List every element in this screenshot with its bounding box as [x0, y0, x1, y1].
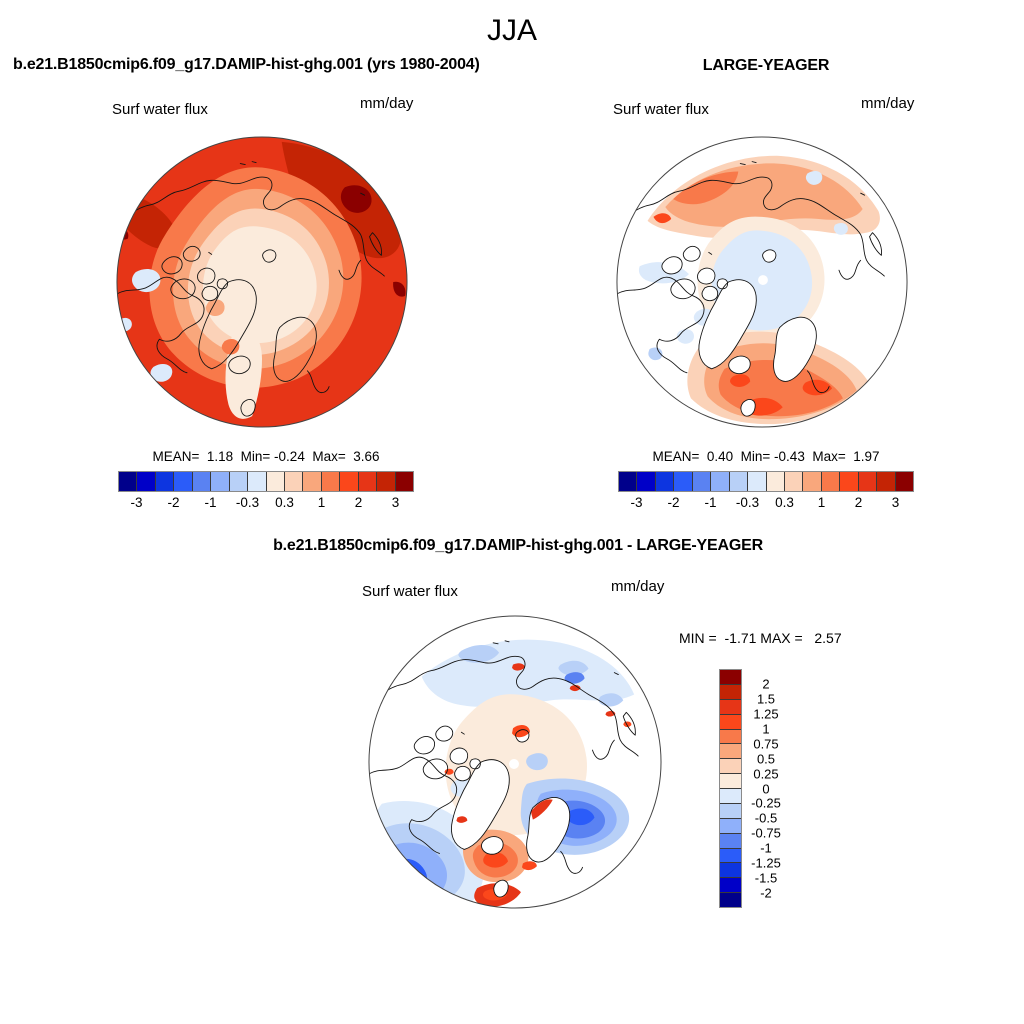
colorbar-cell	[230, 472, 248, 491]
colorbar-cell	[767, 472, 785, 491]
tick-label: -2	[667, 495, 680, 510]
colorbar-cell	[720, 893, 741, 907]
colorbar-cell	[720, 670, 741, 685]
tick-label: -1	[204, 495, 217, 510]
tick-label: 2	[762, 676, 770, 692]
tick-label: -1	[704, 495, 717, 510]
tick-label: 0.25	[753, 766, 779, 782]
obs-map	[614, 134, 910, 430]
colorbar-cell	[877, 472, 895, 491]
colorbar-cell	[137, 472, 155, 491]
diff-units-label: mm/day	[611, 578, 665, 595]
diff-field-label: Surf water flux	[362, 583, 458, 600]
obs-colorbar-ticks	[618, 495, 914, 511]
obs-stats: MEAN= 0.40 Min= -0.43 Max= 1.97	[652, 449, 880, 464]
tick-label: -0.3	[735, 495, 760, 510]
tick-label: -0.25	[751, 795, 781, 811]
tick-label: 0	[762, 781, 770, 796]
colorbar-cell	[822, 472, 840, 491]
tick-label: 0.3	[275, 495, 294, 510]
model-units-label: mm/day	[360, 95, 414, 112]
colorbar-cell	[359, 472, 377, 491]
colorbar-cell	[720, 819, 741, 834]
colorbar-cell	[720, 834, 741, 849]
colorbar-cell	[656, 472, 674, 491]
tick-label: -0.75	[751, 825, 781, 841]
colorbar-cell	[193, 472, 211, 491]
panel-model-header: b.e21.B1850cmip6.f09_g17.DAMIP-hist-ghg.001 (yrs 1980-2004)	[13, 56, 480, 73]
colorbar-cell	[720, 774, 741, 789]
colorbar-cell	[720, 700, 741, 715]
tick-label: 0.75	[753, 736, 779, 752]
tick-label: -1	[760, 840, 772, 856]
colorbar-cell	[859, 472, 877, 491]
diff-map	[366, 613, 664, 911]
colorbar-cell	[285, 472, 303, 491]
tick-label: 1.5	[756, 691, 776, 707]
colorbar-cell	[156, 472, 174, 491]
tick-label: -3	[630, 495, 643, 510]
model-map	[114, 134, 410, 430]
colorbar-cell	[720, 789, 741, 804]
colorbar-cell	[211, 472, 229, 491]
colorbar-cell	[896, 472, 913, 491]
colorbar-cell	[720, 715, 741, 730]
tick-label: 1	[317, 495, 326, 510]
colorbar-cell	[720, 744, 741, 759]
colorbar-cell	[174, 472, 192, 491]
colorbar-cell	[674, 472, 692, 491]
diff-stats: MIN = -1.71 MAX = 2.57	[679, 630, 842, 646]
colorbar-cell	[720, 759, 741, 774]
tick-label: -2	[167, 495, 180, 510]
tick-label: 0.3	[775, 495, 794, 510]
obs-field-label: Surf water flux	[613, 101, 709, 118]
colorbar-cell	[693, 472, 711, 491]
colorbar-cell	[637, 472, 655, 491]
tick-label: -0.3	[235, 495, 260, 510]
colorbar-cell	[248, 472, 266, 491]
colorbar-cell	[748, 472, 766, 491]
tick-label: -1.25	[751, 855, 781, 871]
page-title: JJA	[486, 14, 537, 47]
colorbar-cell	[619, 472, 637, 491]
obs-units-label: mm/day	[861, 95, 915, 112]
tick-label: 1	[762, 721, 770, 737]
tick-label: 1.25	[753, 706, 779, 722]
tick-label: -2	[760, 885, 772, 901]
colorbar-cell	[730, 472, 748, 491]
colorbar-cell	[720, 685, 741, 700]
tick-label: -3	[130, 495, 143, 510]
panel-diff-header: b.e21.B1850cmip6.f09_g17.DAMIP-hist-ghg.001 - LARGE-YEAGER	[273, 537, 763, 554]
colorbar-cell	[803, 472, 821, 491]
colorbar-cell	[711, 472, 729, 491]
colorbar-cell	[720, 730, 741, 745]
colorbar-cell	[720, 863, 741, 878]
diff-colorbar	[719, 669, 742, 908]
tick-label: 3	[391, 495, 400, 510]
tick-label: 2	[854, 495, 863, 510]
tick-label: 2	[354, 495, 363, 510]
model-field-label: Surf water flux	[112, 101, 208, 118]
colorbar-cell	[377, 472, 395, 491]
tick-label: -0.5	[754, 810, 778, 826]
colorbar-cell	[720, 804, 741, 819]
obs-colorbar	[618, 471, 914, 492]
colorbar-cell	[322, 472, 340, 491]
tick-label: 3	[891, 495, 900, 510]
colorbar-cell	[785, 472, 803, 491]
colorbar-cell	[720, 849, 741, 864]
colorbar-cell	[396, 472, 413, 491]
colorbar-cell	[303, 472, 321, 491]
tick-label: 0.5	[756, 751, 776, 767]
panel-obs-header: LARGE-YEAGER	[702, 57, 830, 74]
colorbar-cell	[840, 472, 858, 491]
tick-label: -1.5	[754, 870, 778, 886]
colorbar-cell	[119, 472, 137, 491]
colorbar-cell	[267, 472, 285, 491]
colorbar-cell	[720, 878, 741, 893]
colorbar-cell	[340, 472, 358, 491]
model-stats: MEAN= 1.18 Min= -0.24 Max= 3.66	[152, 449, 380, 464]
tick-label: 1	[817, 495, 826, 510]
model-colorbar-ticks	[118, 495, 414, 511]
diff-colorbar-labels	[741, 669, 791, 908]
model-colorbar	[118, 471, 414, 492]
